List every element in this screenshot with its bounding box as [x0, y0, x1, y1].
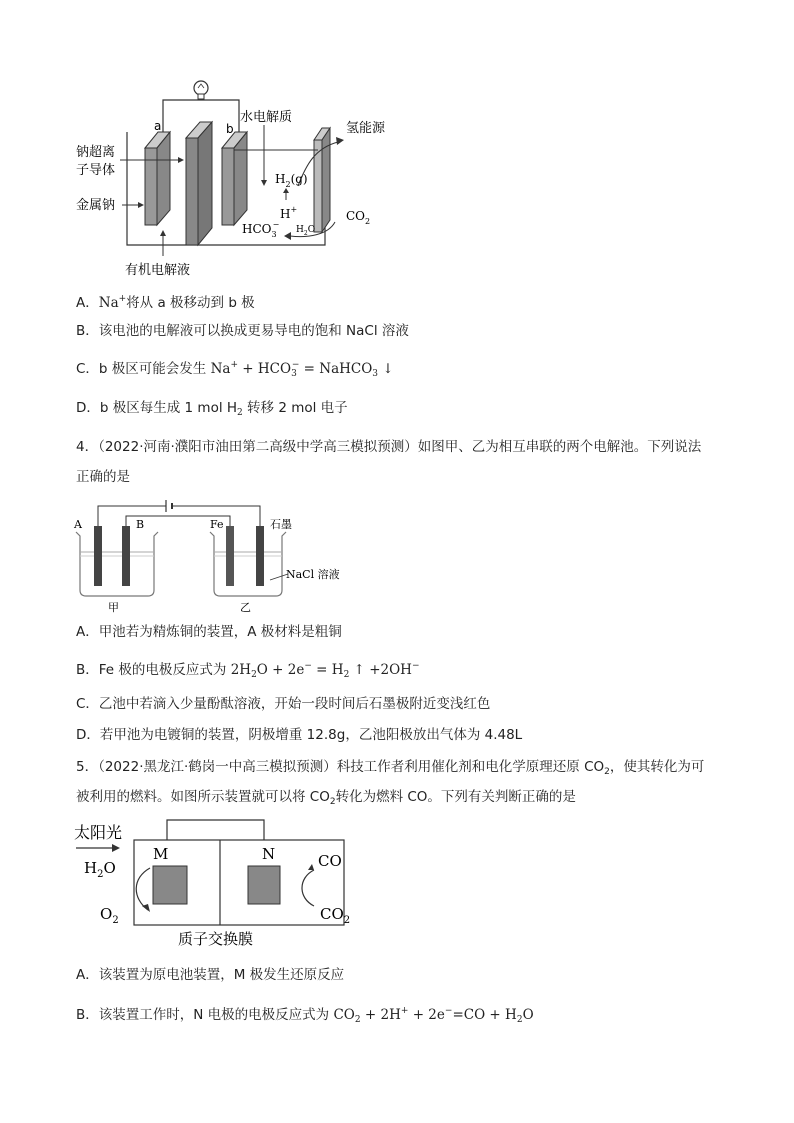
co2-label: $CO_2$ [320, 905, 351, 926]
hplus-label: H+ [280, 205, 298, 221]
sunlight-arrow-icon [112, 844, 120, 852]
q3-option-c[interactable]: C．b 极区可能会发生 $Na^+ + HCO_3^-$ = NaHCO$_3$ ↓ [76, 360, 394, 379]
label-yi: 乙 [240, 601, 251, 614]
h2o-label: $H_2O$ [84, 859, 116, 880]
electrode-N [248, 866, 280, 904]
q4-option-c[interactable]: C．乙池中若滴入少量酚酞溶液，开始一段时间后石墨极附近变浅红色 [76, 696, 491, 712]
bulb-icon [194, 81, 208, 99]
label-jia: 甲 [108, 601, 119, 614]
electrolysis-diagram [70, 490, 360, 615]
electrode-B [122, 526, 130, 586]
label-B: B [136, 518, 145, 531]
label-A: A [74, 518, 82, 531]
hco3-label: $HCO_3-$ [242, 220, 280, 239]
superionic-label-1: 钠超离 [76, 145, 116, 160]
electrode-b [222, 132, 247, 225]
label-graphite: 石墨 [270, 518, 292, 531]
electrode-a [145, 132, 170, 225]
label-nacl: NaCl 溶液 [286, 568, 340, 581]
q4-option-d[interactable]: D．若甲池为电镀铜的装置，阴极增重 12.8g，乙池阳极放出气体为 4.48L [76, 727, 523, 743]
q3-option-d[interactable]: D．b 极区每生成 1 mol $H_2$ 转移 2 mol 电子 [76, 400, 348, 418]
metal-sodium-label: 金属钠 [76, 198, 116, 213]
q3-option-b[interactable]: B．该电池的电解液可以换成更易导电的饱和 NaCl 溶液 [76, 323, 409, 339]
q5-option-b[interactable]: B．该装置工作时，N 电极的电极反应式为 $CO_2 + 2H^+ + 2e^-=CO + H_2O$ [76, 1006, 534, 1025]
o2-label: $O_2$ [100, 905, 119, 926]
beaker-yi [210, 532, 286, 596]
superionic-label-2: 子导体 [76, 163, 116, 178]
label-b: b [226, 122, 234, 136]
organic-electrolyte-label: 有机电解液 [125, 263, 191, 278]
h2g-label: $H_2(g)$ [275, 172, 308, 189]
q4-option-a[interactable]: A．甲池若为精炼铜的装置，A 极材料是粗铜 [76, 624, 342, 640]
battery-diagram [70, 70, 390, 280]
q4-stem-line1: 4．（2022·河南·濮阳市油田第二高级中学高三模拟预测）如图甲、乙为相互串联的两个电解池。下列说法 [76, 439, 702, 455]
electrode-Fe [226, 526, 234, 586]
label-N: N [262, 845, 276, 863]
hydrogen-source-label: 氢能源 [346, 121, 386, 136]
q5-option-a[interactable]: A．该装置为原电池装置，M 极发生还原反应 [76, 967, 345, 983]
q3-option-a[interactable]: A．Na+将从 a 极移动到 b 极 [76, 294, 255, 311]
photoelectrochemical-diagram [70, 818, 370, 958]
electrode-A [94, 526, 102, 586]
q5-stem-line2: 被利用的燃料。如图所示装置就可以将 $CO_2$转化为燃料 CO。下列有关判断正确的是 [76, 789, 576, 807]
beaker-jia [76, 532, 158, 596]
co-label: CO [318, 852, 342, 870]
label-a: a [154, 119, 162, 133]
membrane-plate [314, 128, 330, 232]
label-Fe: Fe [210, 518, 224, 531]
co2-label: $CO_2$ [346, 209, 371, 226]
q4-option-b[interactable]: B．Fe 极的电极反应式为 $2H_2O + 2e^- = H_2$ ↑ +2OH− [76, 661, 420, 680]
separator [186, 122, 212, 245]
electrode-M [153, 866, 187, 904]
q5-stem-line1: 5．（2022·黑龙江·鹤岗一中高三模拟预测）科技工作者利用催化剂和电化学原理还原 $CO_2$，使其转化为可 [76, 759, 705, 777]
membrane-label: 质子交换膜 [178, 930, 254, 948]
electrode-graphite [256, 526, 264, 586]
h2o-label: $H_2O$ [296, 225, 316, 237]
label-M: M [153, 845, 169, 863]
water-electrolyte-label: 水电解质 [240, 110, 293, 125]
sunlight-label: 太阳光 [74, 823, 123, 842]
q4-stem-line2: 正确的是 [76, 469, 130, 485]
